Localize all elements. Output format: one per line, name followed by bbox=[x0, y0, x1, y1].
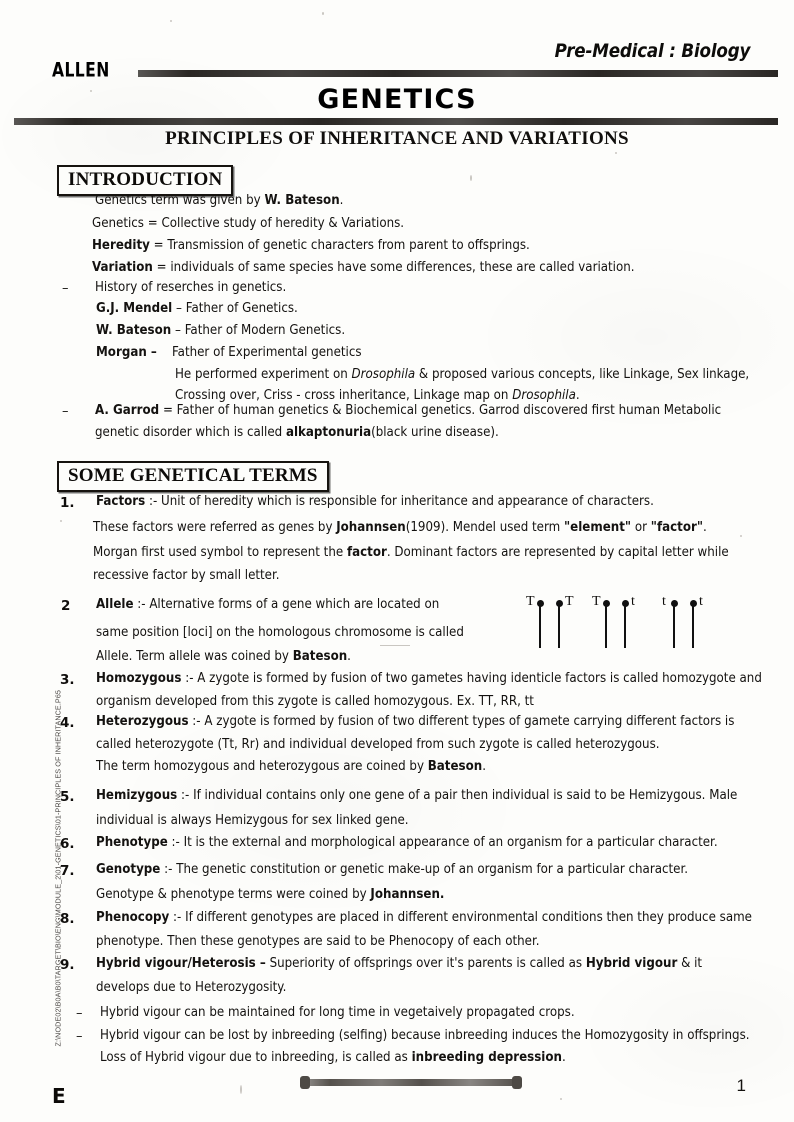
intro-line: History of reserches in genetics. bbox=[95, 280, 287, 295]
bullet-dash: – bbox=[62, 281, 69, 296]
term-number: 4. bbox=[60, 715, 75, 731]
allele-label-right: t bbox=[699, 594, 703, 609]
term-line: Phenocopy :- If different genotypes are placed in different environmental conditions then they produce same bbox=[96, 910, 752, 925]
file-path-watermark: Z:\NODE02\B0A\B0\TARGET\BIO\ENG\MODULE_2\01-GENETICS\01-PRINCIPLES OF INHERITANCE.P65 bbox=[53, 689, 63, 1047]
intro-line: Genetics term was given by W. Bateson. bbox=[95, 193, 344, 208]
term-line: Phenotype :- It is the external and morphological appearance of an organism for a particular character. bbox=[96, 835, 718, 850]
page-subtitle: PRINCIPLES OF INHERITANCE AND VARIATIONS bbox=[165, 128, 629, 149]
scan-speck bbox=[322, 12, 324, 15]
scan-speck bbox=[240, 1085, 242, 1094]
scan-speck bbox=[90, 90, 92, 92]
header-rule-top bbox=[138, 70, 778, 77]
term-line: Allele :- Alternative forms of a gene which are located on bbox=[96, 597, 440, 612]
bullet-dash: – bbox=[76, 1029, 83, 1044]
chromosome-pair bbox=[662, 594, 708, 656]
chromosome-pair bbox=[594, 594, 640, 656]
scan-speck bbox=[170, 20, 172, 22]
intro-line: W. Bateson – Father of Modern Genetics. bbox=[96, 323, 346, 338]
scan-speck bbox=[560, 1098, 562, 1100]
term-line: phenotype. Then these genotypes are said to be Phenocopy of each other. bbox=[96, 934, 540, 949]
intro-line: genetic disorder which is called alkaptonuria(black urine disease). bbox=[95, 425, 499, 440]
term-number: 2 bbox=[61, 598, 71, 614]
scan-speck bbox=[60, 520, 62, 522]
term-line: called heterozygote (Tt, Rr) and individual developed from such zygote is called heterozygous. bbox=[96, 737, 660, 752]
allele-label-left: T bbox=[526, 594, 535, 609]
section-heading-introduction: INTRODUCTION bbox=[57, 165, 233, 196]
allen-logo: ALLEN bbox=[52, 58, 110, 82]
term-line: Genotype :- The genetic constitution or genetic make-up of an organism for a particular character. bbox=[96, 862, 689, 877]
term-line: Homozygous :- A zygote is formed by fusion of two gametes having identicle factors is called homozygote and bbox=[96, 671, 762, 686]
scan-speck bbox=[470, 175, 472, 181]
chromosome-bar bbox=[539, 602, 541, 648]
intro-line: Crossing over, Criss - cross inheritance, Linkage map on Drosophila. bbox=[175, 388, 580, 403]
locus-dot bbox=[537, 600, 544, 607]
scan-speck bbox=[615, 152, 617, 154]
intro-line: A. Garrod = Father of human genetics & Biochemical genetics. Garrod discovered first human Metabolic bbox=[95, 403, 722, 418]
term-line: Hemizygous :- If individual contains only one gene of a pair then individual is said to be Hemizygous. Male bbox=[96, 788, 738, 803]
term-line: Heterozygous :- A zygote is formed by fusion of two different types of gamete carrying different factors is bbox=[96, 714, 735, 729]
locus-dot bbox=[690, 600, 697, 607]
term-line: The term homozygous and heterozygous are coined by Bateson. bbox=[96, 759, 486, 774]
page-number: 1 bbox=[736, 1076, 746, 1095]
scan-speck bbox=[380, 645, 410, 646]
closing-line: Hybrid vigour can be maintained for long time in vegetaively propagated crops. bbox=[100, 1005, 575, 1020]
term-number: 7. bbox=[60, 863, 75, 879]
allele-chromosome-figure bbox=[528, 594, 738, 656]
footer-mark: E bbox=[52, 1084, 66, 1108]
bullet-dash: – bbox=[76, 1006, 83, 1021]
intro-line: Morgan – Father of Experimental genetics bbox=[96, 345, 362, 360]
term-line: Genotype & phenotype terms were coined by Johannsen. bbox=[96, 887, 445, 902]
term-line: individual is always Hemizygous for sex linked gene. bbox=[96, 813, 409, 828]
scan-speck bbox=[740, 535, 742, 537]
closing-line: Loss of Hybrid vigour due to inbreeding, is called as inbreeding depression. bbox=[100, 1050, 566, 1065]
intro-line: Variation = individuals of same species have some differences, these are called variation. bbox=[92, 260, 635, 275]
allele-label-right: T bbox=[565, 594, 574, 609]
footer-decoration bbox=[305, 1079, 517, 1086]
intro-line: G.J. Mendel – Father of Genetics. bbox=[96, 301, 298, 316]
subject-label: Pre-Medical : Biology bbox=[554, 40, 750, 62]
chromosome-bar bbox=[558, 602, 560, 648]
term-line: These factors were referred as genes by Johannsen(1909). Mendel used term "element" or "factor". bbox=[93, 520, 707, 535]
closing-line: Hybrid vigour can be lost by inbreeding (selfing) because inbreeding induces the Homozygosity in offsprings. bbox=[100, 1028, 750, 1043]
term-line: same position [loci] on the homologous chromosome is called bbox=[96, 625, 464, 640]
term-line: organism developed from this zygote is called homozygous. Ex. TT, RR, tt bbox=[96, 694, 534, 709]
chromosome-bar bbox=[692, 602, 694, 648]
term-line: Allele. Term allele was coined by Bateson. bbox=[96, 649, 351, 664]
intro-line: Genetics = Collective study of heredity & Variations. bbox=[92, 216, 405, 231]
term-line: Hybrid vigour/Heterosis – Superiority of offsprings over it's parents is called as Hybrid vigour & it bbox=[96, 956, 703, 971]
allele-label-right: t bbox=[631, 594, 635, 609]
page-title: GENETICS bbox=[317, 84, 477, 115]
allele-label-left: t bbox=[662, 594, 666, 609]
term-number: 3. bbox=[60, 672, 75, 688]
term-number: 5. bbox=[60, 789, 75, 805]
term-line: Factors :- Unit of heredity which is responsible for inheritance and appearance of characters. bbox=[96, 494, 654, 509]
header-rule-bottom bbox=[14, 118, 778, 125]
chromosome-bar bbox=[624, 602, 626, 648]
term-line: Morgan first used symbol to represent the factor. Dominant factors are represented by capital letter while bbox=[93, 545, 729, 560]
bullet-dash: – bbox=[62, 404, 69, 419]
term-number: 1. bbox=[60, 495, 75, 511]
locus-dot bbox=[671, 600, 678, 607]
term-line: develops due to Heterozygosity. bbox=[96, 980, 287, 995]
locus-dot bbox=[556, 600, 563, 607]
chromosome-bar bbox=[673, 602, 675, 648]
term-line: recessive factor by small letter. bbox=[93, 568, 280, 583]
allele-label-left: T bbox=[592, 594, 601, 609]
term-number: 9. bbox=[60, 957, 75, 973]
chromosome-bar bbox=[605, 602, 607, 648]
intro-line: He performed experiment on Drosophila & proposed various concepts, like Linkage, Sex linkage, bbox=[175, 367, 750, 382]
chromosome-pair bbox=[528, 594, 574, 656]
term-number: 8. bbox=[60, 911, 75, 927]
intro-line: Heredity = Transmission of genetic characters from parent to offsprings. bbox=[92, 238, 530, 253]
locus-dot bbox=[622, 600, 629, 607]
locus-dot bbox=[603, 600, 610, 607]
term-number: 6. bbox=[60, 836, 75, 852]
section-heading-genetical-terms: SOME GENETICAL TERMS bbox=[57, 461, 329, 492]
